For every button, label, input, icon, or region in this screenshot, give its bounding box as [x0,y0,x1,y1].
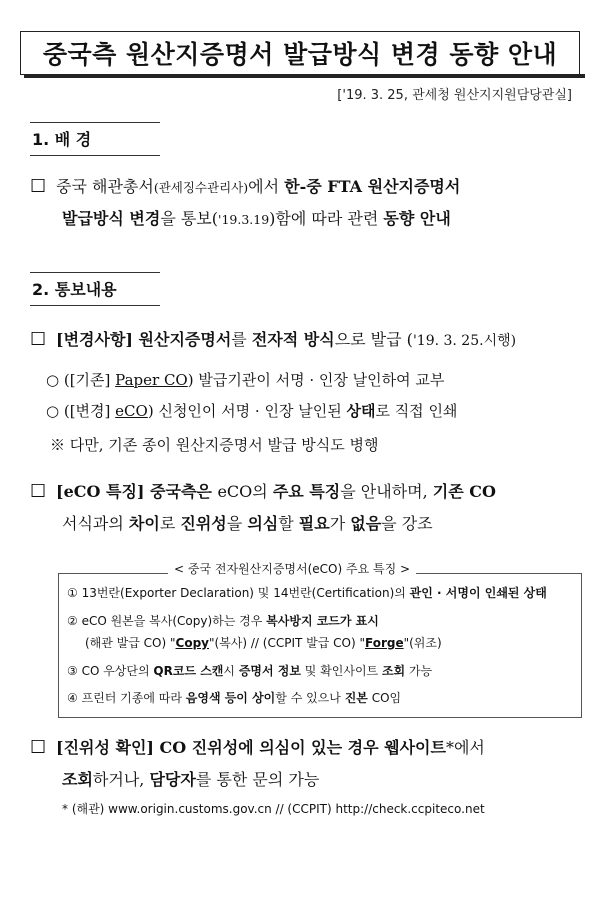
text: CO임 [367,691,402,705]
checkbox-icon: ☐ [30,176,47,197]
text: 없음 [350,514,382,533]
text: 할 수 있으나 [275,691,345,705]
background-paragraph-line2 [62,204,451,235]
footnote-websites: * (해관) www.origin.customs.gov.cn // (CCPIT) http://check.ccpiteco.net [62,802,485,816]
source-line: ['19. 3. 25, 관세청 원산지지원담당관실] [337,88,572,103]
text: 에서 [248,177,285,196]
text: 조회 [62,770,93,789]
text: 시 [223,664,239,678]
text: 기존 CO [432,482,496,501]
feature-item-2 [67,609,379,633]
text: ③ CO 우상단의 [67,664,154,678]
eco-features-box [58,573,582,718]
feature-item-1 [67,581,547,605]
text: 웹사이트 [384,738,446,757]
text: eCO [217,482,253,501]
verify-paragraph-line2 [62,765,319,795]
feature-item-3 [67,659,432,683]
text: (해관 발급 CO) " [85,636,176,650]
text: 을 강조 [381,514,433,533]
background-paragraph [30,172,590,203]
text: ○ ([변경] [46,402,116,420]
checkbox-icon: ☐ [30,329,47,350]
text: Paper CO [115,371,188,389]
change-note-line: ※ 다만, 기존 종이 원산지증명서 발급 방식도 병행 [50,436,379,454]
text: *에서 [445,738,485,757]
text: 가 [329,514,351,533]
checkbox-icon: ☐ [30,737,47,758]
text: ④ 프린터 기종에 따라 [67,691,186,705]
text: 서식과의 [62,514,129,533]
text: 를 [231,330,252,349]
text: 한-중 FTA 원산지증명서 [284,177,461,196]
text: (관세징수관리사) [153,180,249,195]
text: 할 [278,514,299,533]
document-title [20,31,580,75]
feature-item-2-codes [85,631,442,655]
text: 상태 [346,402,376,420]
text: 가능 [405,664,433,678]
text: 조회 [381,664,406,678]
text: 주요 특징 [272,482,341,501]
text: ) 발급기관이 서명 · 인장 날인하여 교부 [187,371,445,389]
text: "(복사) // (CCPIT 발급 CO) " [209,636,365,650]
text: 관인 · 서명이 인쇄된 상태 [409,586,547,600]
eco-paragraph [30,477,590,507]
text: 중국 해관총서 [56,177,154,196]
text: 동향 안내 [383,209,451,228]
text: 의 [252,482,273,501]
text: 를 통한 문의 가능 [195,770,320,789]
change-new-line [46,398,457,424]
text: 을 [226,514,248,533]
text: 및 확인사이트 [300,664,382,678]
checkbox-icon: ☐ [30,481,47,502]
text: 진본 [344,691,368,705]
text: 진위성 [180,514,227,533]
text: 발급방식 변경 [62,209,161,228]
text: 을 통보( [160,209,219,228]
text: 의심 [247,514,279,533]
document-title-text: 중국측 원산지증명서 발급방식 변경 동향 안내 [42,40,558,69]
text: [eCO 특징] 중국측은 [56,482,218,501]
change-existing-line [46,367,444,393]
text: )함에 따라 관련 [269,209,384,228]
text: 필요 [298,514,330,533]
change-paragraph [30,325,590,356]
text: eCO [115,402,148,420]
text: [진위성 확인] CO 진위성에 의심이 있는 경우 [56,738,385,757]
text: 복사방지 코드가 표시 [266,614,379,628]
text: 로 [159,514,181,533]
feature-item-4 [67,686,401,710]
text: [변경사항] 원산지증명서 [56,330,232,349]
text: ○ ([기존] [46,371,116,389]
text: 음영색 등이 상이 [185,691,276,705]
text: ① 13번란(Exporter Declaration) 및 14번란(Certification)의 [67,586,410,600]
verify-paragraph [30,733,590,763]
text: "(위조) [403,636,442,650]
text: Copy [175,636,209,650]
text: 전자적 방식 [251,330,335,349]
text: ② eCO 원본을 복사(Copy)하는 경우 [67,614,267,628]
text: 담당자 [149,770,196,789]
eco-features-caption: < 중국 전자원산지증명서(eCO) 주요 특징 > [168,560,416,577]
text: 을 안내하며, [340,482,433,501]
text: 로 직접 인쇄 [375,402,458,420]
text: '19.3.19 [218,212,270,227]
eco-paragraph-line2 [62,509,433,539]
text: ) 신청인이 서명 · 인장 날인된 [147,402,347,420]
text: 으로 발급 ( [334,330,413,349]
text: Forge [364,636,404,650]
section-heading-notice: 2. 통보내용 [30,272,160,306]
text: 차이 [128,514,160,533]
text: 하거나, [92,770,150,789]
text: '19. 3. 25.시행) [412,333,517,349]
text: QR코드 스캔 [153,664,224,678]
section-heading-background: 1. 배 경 [30,122,160,156]
text: 증명서 정보 [238,664,301,678]
